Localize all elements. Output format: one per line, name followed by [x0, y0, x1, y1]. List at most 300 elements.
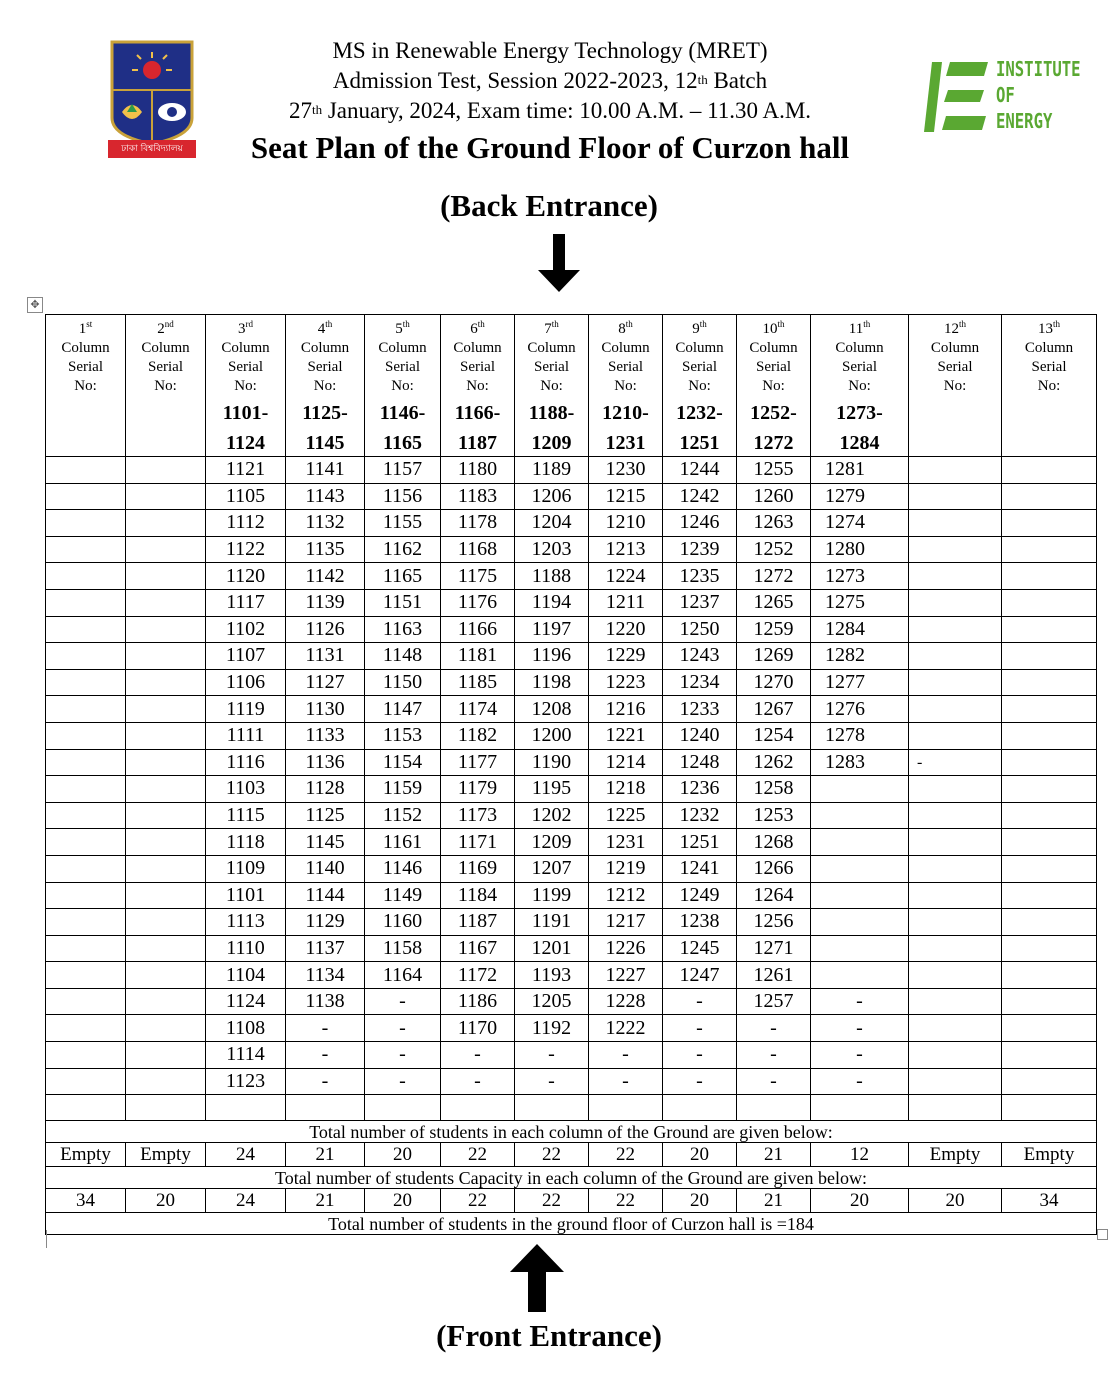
- seat-cell: 1168: [441, 536, 515, 563]
- seat-cell: [126, 1068, 206, 1095]
- total-cell: 12: [811, 1143, 909, 1167]
- column-header-label: Serial: [1031, 359, 1067, 375]
- seat-cell: [365, 1095, 441, 1121]
- seat-cell: [126, 722, 206, 749]
- table-row: [46, 696, 1097, 723]
- seat-cell: [126, 1095, 206, 1121]
- seat-cell: [1002, 909, 1097, 936]
- seat-cell: [909, 510, 1002, 537]
- column-header-label: Column: [749, 340, 798, 356]
- serial-range-end: 1165: [383, 432, 422, 454]
- seat-cell: -: [286, 1068, 365, 1095]
- seat-cell: 1158: [365, 935, 441, 962]
- seat-cell: 1263: [737, 510, 811, 537]
- seat-cell: 1207: [515, 855, 589, 882]
- seat-cell: [909, 589, 1002, 616]
- seat-cell: [126, 802, 206, 829]
- seat-cell: 1243: [663, 643, 737, 670]
- seat-cell: [1002, 1042, 1097, 1069]
- seat-cell: [1002, 1095, 1097, 1121]
- program-title: MS in Renewable Energy Technology (MRET): [332, 38, 768, 63]
- seat-cell: 1151: [365, 589, 441, 616]
- column-header-label: No:: [762, 378, 785, 394]
- university-logo: [108, 40, 196, 160]
- table-row: [46, 776, 1097, 803]
- seat-cell: [909, 536, 1002, 563]
- seat-cell: 1215: [589, 483, 663, 510]
- table-row: [46, 855, 1097, 882]
- seat-cell: [46, 1042, 126, 1069]
- seat-cell: 1164: [365, 962, 441, 989]
- seat-cell: 1103: [206, 776, 286, 803]
- seat-cell: -: [737, 1015, 811, 1042]
- total-cell: 21: [286, 1189, 365, 1213]
- column-header-label: Serial: [68, 359, 103, 375]
- seat-cell: 1280: [811, 536, 909, 563]
- seat-cell: 1260: [737, 483, 811, 510]
- seat-cell: 1256: [737, 909, 811, 936]
- seat-cell: 1227: [589, 962, 663, 989]
- seat-cell: [909, 935, 1002, 962]
- seat-cell: -: [737, 1042, 811, 1069]
- table-row: [46, 1015, 1097, 1042]
- seat-cell: [909, 988, 1002, 1015]
- seat-cell: [811, 802, 909, 829]
- column-header-7: [515, 315, 589, 457]
- seat-cell: 1200: [515, 722, 589, 749]
- seat-cell: 1108: [206, 1015, 286, 1042]
- seat-cell: 1169: [441, 855, 515, 882]
- seat-cell: 1284: [811, 616, 909, 643]
- seat-cell: 1154: [365, 749, 441, 776]
- table-row: [46, 1068, 1097, 1095]
- seat-cell: [46, 563, 126, 590]
- column-ordinal: 10th: [762, 319, 785, 337]
- total-cell: Empty: [46, 1143, 126, 1167]
- seat-cell: [1002, 855, 1097, 882]
- arrow-up-icon: [508, 1244, 566, 1312]
- column-header-label: No:: [234, 378, 257, 394]
- seat-cell: 1264: [737, 882, 811, 909]
- seat-cell: 1273: [811, 563, 909, 590]
- total-cell: 21: [737, 1143, 811, 1167]
- seat-cell: -: [811, 1068, 909, 1095]
- seat-cell: [126, 1042, 206, 1069]
- column-header-label: Column: [675, 340, 724, 356]
- institute-logo-line2: OF: [996, 83, 1015, 107]
- seat-cell: [46, 457, 126, 484]
- seat-cell: 1219: [589, 855, 663, 882]
- seat-cell: 1226: [589, 935, 663, 962]
- seat-cell: [46, 1068, 126, 1095]
- seat-cell: 1157: [365, 457, 441, 484]
- seat-cell: [1002, 882, 1097, 909]
- serial-range-start: 1166-: [454, 402, 501, 424]
- seat-cell: -: [663, 1068, 737, 1095]
- seat-cell: 1177: [441, 749, 515, 776]
- seat-cell: 1262: [737, 749, 811, 776]
- seat-cell: 1156: [365, 483, 441, 510]
- seat-cell: 1253: [737, 802, 811, 829]
- seat-cell: 1171: [441, 829, 515, 856]
- seat-cell: [46, 988, 126, 1015]
- seat-cell: [811, 776, 909, 803]
- seat-cell: 1125: [286, 802, 365, 829]
- seat-cell: 1153: [365, 722, 441, 749]
- total-cell: 22: [441, 1143, 515, 1167]
- seat-cell: 1276: [811, 696, 909, 723]
- seat-cell: 1173: [441, 802, 515, 829]
- table-resize-handle[interactable]: [1097, 1229, 1108, 1240]
- column-header-label: No:: [1037, 378, 1061, 394]
- seat-cell: 1275: [811, 589, 909, 616]
- seat-cell: 1236: [663, 776, 737, 803]
- seat-cell: 1124: [206, 988, 286, 1015]
- seat-cell: [126, 483, 206, 510]
- seat-cell: 1241: [663, 855, 737, 882]
- total-cell: 24: [206, 1143, 286, 1167]
- column-header-6: [441, 315, 515, 457]
- students-totals-row: [46, 1143, 1097, 1167]
- serial-range-end: 1209: [531, 432, 572, 454]
- seat-cell: 1228: [589, 988, 663, 1015]
- seat-cell: [126, 536, 206, 563]
- university-banner: ঢাকা বিশ্ববিদ্যালয়: [108, 140, 196, 158]
- seat-cell: 1131: [286, 643, 365, 670]
- seat-cell: 1209: [515, 829, 589, 856]
- seat-cell: 1205: [515, 988, 589, 1015]
- seat-cell: 1134: [286, 962, 365, 989]
- seat-cell: 1147: [365, 696, 441, 723]
- seat-cell: [1002, 1068, 1097, 1095]
- seat-cell: [909, 855, 1002, 882]
- seat-cell: [286, 1095, 365, 1121]
- seat-cell: 1201: [515, 935, 589, 962]
- seat-cell: 1176: [441, 589, 515, 616]
- column-ordinal: 9th: [692, 319, 707, 337]
- seat-cell: 1106: [206, 669, 286, 696]
- seat-cell: [1002, 776, 1097, 803]
- seat-cell: 1249: [663, 882, 737, 909]
- seat-cell: [46, 776, 126, 803]
- column-header-label: No:: [848, 378, 871, 394]
- seat-cell: [1002, 669, 1097, 696]
- seat-cell: 1165: [365, 563, 441, 590]
- seat-cell: [126, 776, 206, 803]
- seat-cell: 1109: [206, 855, 286, 882]
- seat-cell: 1136: [286, 749, 365, 776]
- seat-cell: [46, 802, 126, 829]
- front-entrance-label: (Front Entrance): [436, 1318, 662, 1353]
- column-header-label: Serial: [148, 359, 183, 375]
- seat-cell: 1251: [663, 829, 737, 856]
- seat-cell: [126, 510, 206, 537]
- seat-cell: 1159: [365, 776, 441, 803]
- seat-cell: 1269: [737, 643, 811, 670]
- seat-cell: -: [365, 1068, 441, 1095]
- seat-cell: [46, 589, 126, 616]
- serial-range-end: 1251: [679, 432, 720, 454]
- seat-cell: [909, 776, 1002, 803]
- column-header-label: Column: [300, 340, 350, 356]
- seat-cell: 1175: [441, 563, 515, 590]
- seat-cell: -: [663, 1015, 737, 1042]
- seat-cell: 1152: [365, 802, 441, 829]
- seat-cell: 1112: [206, 510, 286, 537]
- grand-total-note-row: [46, 1213, 1097, 1235]
- seat-cell: 1248: [663, 749, 737, 776]
- seat-cell: -: [441, 1068, 515, 1095]
- seat-cell: 1187: [441, 909, 515, 936]
- seat-cell: 1193: [515, 962, 589, 989]
- seat-cell: [1002, 802, 1097, 829]
- seat-cell: 1141: [286, 457, 365, 484]
- seat-cell: 1216: [589, 696, 663, 723]
- column-header-label: No:: [313, 378, 337, 394]
- seat-cell: [909, 563, 1002, 590]
- seat-cell: [811, 855, 909, 882]
- exam-date-line: 27th January, 2024, Exam time: 10.00 A.M. – 11.30 A.M.: [288, 98, 812, 123]
- seat-cell: 1242: [663, 483, 737, 510]
- column-header-2: [126, 315, 206, 457]
- column-header-label: No:: [154, 378, 177, 394]
- seat-cell: [909, 1068, 1002, 1095]
- serial-range-start: 1146-: [379, 402, 426, 424]
- seat-cell: [1002, 829, 1097, 856]
- seat-cell: [126, 1015, 206, 1042]
- seat-cell: [811, 935, 909, 962]
- seat-cell: -: [589, 1042, 663, 1069]
- seat-cell: 1196: [515, 643, 589, 670]
- seat-cell: 1235: [663, 563, 737, 590]
- seat-cell: 1167: [441, 935, 515, 962]
- institute-logo-line3: ENERGY: [996, 109, 1053, 133]
- seat-cell: 1208: [515, 696, 589, 723]
- column-header-10: [737, 315, 811, 457]
- seat-cell: [1002, 722, 1097, 749]
- seat-cell: -: [515, 1068, 589, 1095]
- capacity-totals-row: [46, 1189, 1097, 1213]
- table-row: [46, 589, 1097, 616]
- seat-cell: [46, 643, 126, 670]
- institute-logo-line1: INSTITUTE: [996, 57, 1081, 81]
- total-cell: 22: [589, 1189, 663, 1213]
- seat-cell: 1135: [286, 536, 365, 563]
- grand-total-note: Total number of students in the ground floor of Curzon hall is =184: [46, 1213, 1097, 1235]
- seat-cell: 1104: [206, 962, 286, 989]
- seat-cell: 1237: [663, 589, 737, 616]
- table-row: [46, 669, 1097, 696]
- column-header-label: Column: [221, 340, 270, 356]
- seat-cell: -: [663, 1042, 737, 1069]
- seat-cell: 1250: [663, 616, 737, 643]
- seat-cell: 1166: [441, 616, 515, 643]
- column-header-9: [663, 315, 737, 457]
- seat-cell: 1137: [286, 935, 365, 962]
- seat-cell: [589, 1095, 663, 1121]
- seat-cell: [909, 616, 1002, 643]
- seat-cell: 1279: [811, 483, 909, 510]
- total-cell: 22: [589, 1143, 663, 1167]
- seat-cell: 1174: [441, 696, 515, 723]
- serial-range-start: 1188-: [528, 402, 575, 424]
- seat-cell: [126, 643, 206, 670]
- seat-cell: [126, 589, 206, 616]
- seat-cell: 1271: [737, 935, 811, 962]
- column-header-label: No:: [943, 378, 967, 394]
- seat-cell: [46, 669, 126, 696]
- seat-cell: [46, 749, 126, 776]
- seat-cell: 1186: [441, 988, 515, 1015]
- seat-cell: [811, 1095, 909, 1121]
- seat-cell: [909, 1042, 1002, 1069]
- column-header-label: Column: [835, 340, 884, 356]
- seat-cell: 1150: [365, 669, 441, 696]
- seat-cell: 1212: [589, 882, 663, 909]
- seat-cell: 1148: [365, 643, 441, 670]
- total-cell: 20: [909, 1189, 1002, 1213]
- total-cell: 20: [663, 1143, 737, 1167]
- table-move-handle-icon[interactable]: ✥: [27, 297, 43, 313]
- seat-cell: [126, 669, 206, 696]
- serial-range-start: 1210-: [602, 402, 649, 424]
- seat-cell: 1142: [286, 563, 365, 590]
- seat-cell: 1282: [811, 643, 909, 670]
- seat-cell: [46, 935, 126, 962]
- column-header-5: [365, 315, 441, 457]
- seat-cell: [737, 1095, 811, 1121]
- arrow-down-icon: [536, 234, 582, 292]
- seat-cell: 1144: [286, 882, 365, 909]
- seat-cell: 1107: [206, 643, 286, 670]
- column-header-label: No:: [391, 378, 414, 394]
- column-header-label: Serial: [756, 359, 791, 375]
- seat-cell: 1178: [441, 510, 515, 537]
- column-ordinal: 12th: [943, 319, 966, 337]
- seat-cell: [1002, 749, 1097, 776]
- seat-cell: 1123: [206, 1068, 286, 1095]
- seat-cell: [1002, 536, 1097, 563]
- seat-cell: 1254: [737, 722, 811, 749]
- seat-cell: [909, 829, 1002, 856]
- seat-cell: [1002, 988, 1097, 1015]
- seat-cell: 1184: [441, 882, 515, 909]
- seat-cell: 1258: [737, 776, 811, 803]
- column-ordinal: 5th: [395, 319, 410, 337]
- total-cell: 20: [126, 1189, 206, 1213]
- students-total-note-row: [46, 1121, 1097, 1143]
- seat-cell: 1117: [206, 589, 286, 616]
- seat-cell: 1191: [515, 909, 589, 936]
- seat-cell: [811, 909, 909, 936]
- table-row: [46, 616, 1097, 643]
- seat-cell: [515, 1095, 589, 1121]
- seat-cell: 1130: [286, 696, 365, 723]
- seat-cell: [1002, 510, 1097, 537]
- seat-cell: 1257: [737, 988, 811, 1015]
- seat-cell: 1194: [515, 589, 589, 616]
- table-row: [46, 536, 1097, 563]
- total-cell: Empty: [126, 1143, 206, 1167]
- seat-cell: -: [663, 988, 737, 1015]
- seat-cell: 1231: [589, 829, 663, 856]
- seat-cell: 1283: [811, 749, 909, 776]
- seat-cell: [126, 988, 206, 1015]
- seat-cell: 1265: [737, 589, 811, 616]
- seat-cell: [46, 1095, 126, 1121]
- serial-range-start: 1232-: [676, 402, 723, 424]
- seat-plan-table: [45, 314, 1097, 1235]
- column-header-label: Serial: [385, 359, 420, 375]
- seat-cell: 1244: [663, 457, 737, 484]
- column-ordinal: 6th: [470, 319, 485, 337]
- table-row: [46, 802, 1097, 829]
- seat-cell: -: [737, 1068, 811, 1095]
- seat-cell: 1225: [589, 802, 663, 829]
- column-header-4: [286, 315, 365, 457]
- seat-cell: [909, 696, 1002, 723]
- seat-cell: 1240: [663, 722, 737, 749]
- seat-cell: 1281: [811, 457, 909, 484]
- total-cell: 20: [663, 1189, 737, 1213]
- total-cell: 34: [46, 1189, 126, 1213]
- total-cell: 24: [206, 1189, 286, 1213]
- seat-cell: 1224: [589, 563, 663, 590]
- seat-cell: 1233: [663, 696, 737, 723]
- serial-range-start: 1273-: [836, 402, 883, 424]
- seat-cell: [206, 1095, 286, 1121]
- seat-cell: [1002, 616, 1097, 643]
- seat-cell: 1246: [663, 510, 737, 537]
- seat-cell: 1229: [589, 643, 663, 670]
- seat-cell: -: [286, 1042, 365, 1069]
- seat-cell: 1140: [286, 855, 365, 882]
- seat-cell: 1217: [589, 909, 663, 936]
- seat-cell: 1181: [441, 643, 515, 670]
- seat-cell: -: [365, 1015, 441, 1042]
- seat-cell: 1266: [737, 855, 811, 882]
- seat-cell: 1129: [286, 909, 365, 936]
- seat-cell: 1121: [206, 457, 286, 484]
- seat-cell: 1213: [589, 536, 663, 563]
- seat-cell: 1272: [737, 563, 811, 590]
- seat-cell: [1002, 457, 1097, 484]
- seat-cell: [909, 457, 1002, 484]
- table-row: [46, 457, 1097, 484]
- seat-cell: [46, 483, 126, 510]
- table-row: [46, 988, 1097, 1015]
- table-row: [46, 722, 1097, 749]
- seat-cell: -: [365, 1042, 441, 1069]
- seat-cell: 1220: [589, 616, 663, 643]
- seat-cell: 1126: [286, 616, 365, 643]
- table-row: [46, 483, 1097, 510]
- seat-cell: [126, 696, 206, 723]
- seat-cell: [46, 616, 126, 643]
- total-cell: 22: [515, 1143, 589, 1167]
- column-ordinal: 3rd: [238, 319, 253, 337]
- serial-range-end: 1284: [839, 432, 880, 454]
- serial-range-end: 1187: [458, 432, 497, 454]
- seat-cell: -: [365, 988, 441, 1015]
- seat-cell: 1133: [286, 722, 365, 749]
- seat-cell: 1180: [441, 457, 515, 484]
- column-header-label: Column: [601, 340, 650, 356]
- table-row: [46, 829, 1097, 856]
- table-row: [46, 1042, 1097, 1069]
- seat-cell: [441, 1095, 515, 1121]
- column-header-label: Column: [378, 340, 427, 356]
